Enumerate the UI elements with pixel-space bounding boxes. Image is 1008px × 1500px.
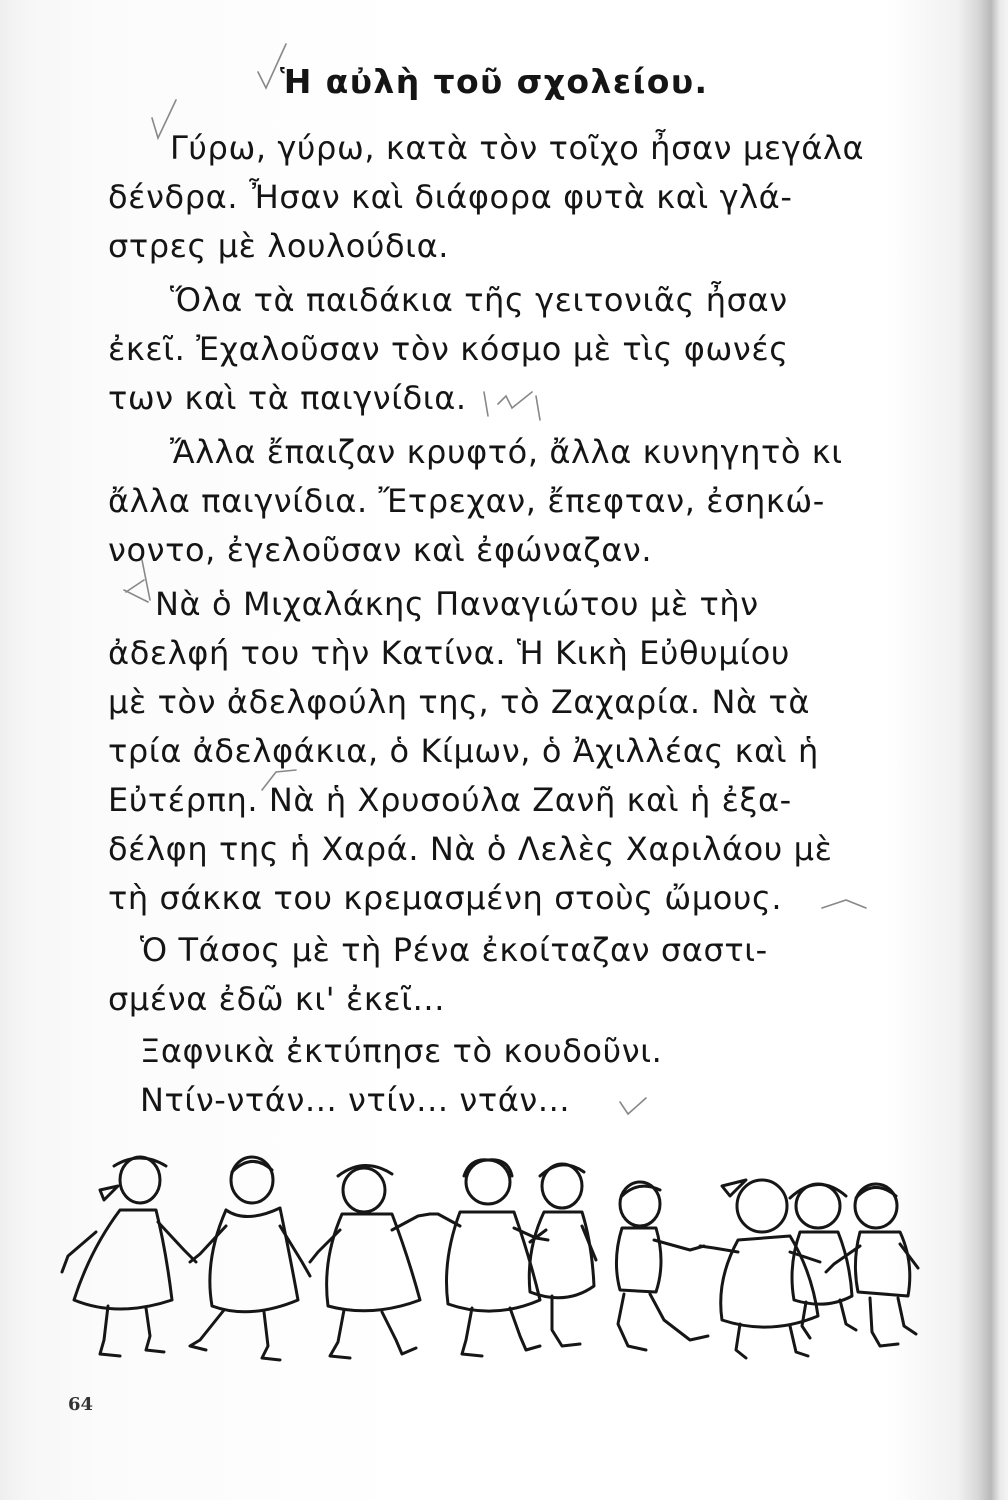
text-line: σμένα ἐδῶ κι' ἐκεῖ... <box>108 980 445 1018</box>
text-line: Εὐτέρπη. Νὰ ἡ Χρυσούλα Ζανῆ καὶ ἡ ἐξα- <box>108 781 792 819</box>
child-figure <box>310 1165 430 1358</box>
text-line: Ντίν-ντάν... ντίν... ντάν... <box>140 1081 571 1119</box>
text-line: των καὶ τὰ παιγνίδια. <box>108 379 467 417</box>
text-line: στρες μὲ λουλούδια. <box>108 227 450 265</box>
text-line: Ἄλλα ἔπαιζαν κρυφτό, ἄλλα κυνηγητὸ κι <box>170 433 843 471</box>
text-line: τρία ἀδελφάκια, ὁ Κίμων, ὁ Ἀχιλλέας καὶ ἡ <box>108 732 819 770</box>
child-figure <box>700 1180 820 1358</box>
text-line: Ὅλα τὰ παιδάκια τῆς γειτονιᾶς ἦσαν <box>170 281 788 319</box>
child-figure <box>616 1182 708 1350</box>
text-line: μὲ τὸν ἀδελφούλη της, τὸ Ζαχαρία. Νὰ τὰ <box>108 683 811 721</box>
child-figure <box>790 1184 856 1338</box>
page-title: Ἡ αὐλὴ τοῦ σχολείου. <box>280 62 709 101</box>
text-line: Νὰ ὁ Μιχαλάκης Παναγιώτου μὲ τὴν <box>155 585 759 623</box>
text-line: τὴ σάκκα του κρεμασμένη στοὺς ὤμους. <box>108 879 783 917</box>
page-number: 64 <box>68 1394 94 1415</box>
child-figure <box>190 1157 310 1360</box>
text-line: ἀδελφή του τὴν Κατίνα. Ἡ Κικὴ Εὐθυμίου <box>108 634 791 672</box>
text-line: Ξαφνικὰ ἐκτύπησε τὸ κουδοῦνι. <box>140 1032 663 1070</box>
text-line: ἐκεῖ. Ἐχαλοῦσαν τὸν κόσμο μὲ τὶς φωνές <box>108 330 789 368</box>
text-line: ἄλλα παιγνίδια. Ἔτρεχαν, ἔπεφταν, ἐσηκώ- <box>108 482 825 520</box>
text-line: δένδρα. Ἦσαν καὶ διάφορα φυτὰ καὶ γλά- <box>108 178 793 216</box>
child-figure <box>529 1164 596 1346</box>
text-line: Γύρω, γύρω, κατὰ τὸν τοῖχο ἦσαν μεγάλα <box>170 129 865 167</box>
text-line: δέλφη της ἡ Χαρά. Νὰ ὁ Λελὲς Χαριλάου μὲ <box>108 830 833 868</box>
text-line: Ὁ Τάσος μὲ τὴ Ρένα ἐκοίταζαν σαστι- <box>140 931 768 969</box>
child-figure <box>62 1157 196 1356</box>
text-line: νοντο, ἐγελοῦσαν καὶ ἐφώναζαν. <box>108 531 653 569</box>
